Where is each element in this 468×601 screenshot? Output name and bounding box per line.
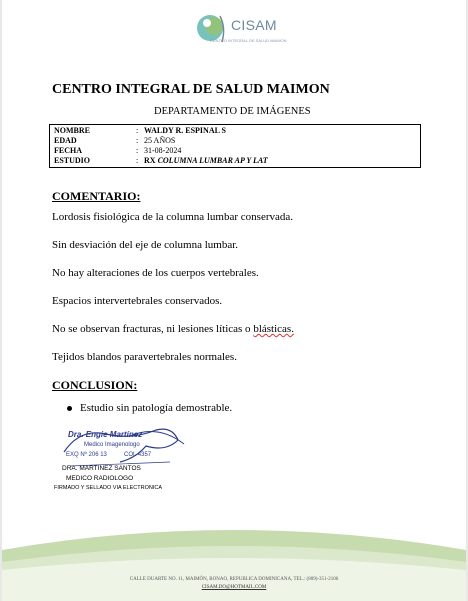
stamp-name: Dra. Engie Martínez — [68, 430, 143, 439]
value-edad: 25 AÑOS — [144, 136, 176, 145]
clinic-title: CENTRO INTEGRAL DE SALUD MAIMON — [52, 82, 330, 97]
signature-stamp — [60, 422, 190, 468]
label-fecha: FECHA — [54, 146, 82, 155]
comment-line: Sin desviación del eje de columna lumbar. — [52, 239, 239, 251]
label-edad: EDAD — [54, 136, 77, 145]
footer-email[interactable]: CISAM.DO@HOTMAIL.COM — [201, 585, 267, 590]
separator: : — [136, 126, 139, 135]
electronic-signature-note: FIRMADO Y SELLADO VIA ELECTRONICA — [54, 485, 162, 491]
value-fecha: 31-08-2024 — [144, 146, 182, 155]
comment-line-text: No se observan fracturas, ni lesiones líticas o — [52, 323, 251, 335]
value-nombre: WALDY R. ESPINAL S — [144, 126, 226, 135]
stamp-exequatur: EXQ Nº 206 13 — [66, 452, 107, 458]
study-prefix: RX — [144, 156, 156, 165]
comentario-heading: COMENTARIO: — [52, 189, 141, 203]
logo-text: CISAM — [231, 17, 277, 33]
comment-line: No hay alteraciones de los cuerpos vertebrales. — [52, 267, 259, 279]
separator: : — [136, 136, 139, 145]
logo-subtitle: CENTRO INTEGRAL DE SALUD MAIMON — [210, 38, 287, 43]
spellcheck-word: blásticas. — [253, 323, 294, 335]
doctor-role: MEDICO RADIOLOGO — [66, 475, 134, 482]
report-page — [2, 0, 466, 601]
conclusion-heading: CONCLUSION: — [52, 378, 138, 392]
footer-address: CALLE DUARTE NO. 11, MAIMÓN, BONAO, REPUBLICA DOMINICANA, TEL.: (809)-351-2106 — [129, 577, 339, 582]
patient-info-box — [49, 124, 421, 168]
doctor-name: DRA. MARTINEZ SANTOS — [62, 465, 141, 472]
separator: : — [136, 156, 139, 165]
comment-line: Tejidos blandos paravertebrales normales. — [52, 351, 237, 363]
label-nombre: NOMBRE — [54, 126, 90, 135]
study-name: COLUMNA LUMBAR AP Y LAT — [157, 156, 268, 165]
value-estudio — [144, 156, 268, 165]
label-estudio: ESTUDIO — [54, 156, 91, 165]
stamp-code: COL 4357 — [124, 452, 152, 458]
department-title: DEPARTAMENTO DE IMÁGENES — [154, 106, 311, 117]
separator: : — [136, 146, 139, 155]
bullet-icon — [67, 406, 72, 411]
comment-line: Espacios intervertebrales conservados. — [52, 295, 223, 307]
conclusion-item — [67, 402, 232, 414]
comment-line: Lordosis fisiológica de la columna lumbar conservada. — [52, 211, 294, 223]
conclusion-text: Estudio sin patología demostrable. — [80, 402, 233, 414]
comment-line — [52, 323, 294, 335]
stamp-role: Medico Imagenologo — [84, 442, 140, 448]
